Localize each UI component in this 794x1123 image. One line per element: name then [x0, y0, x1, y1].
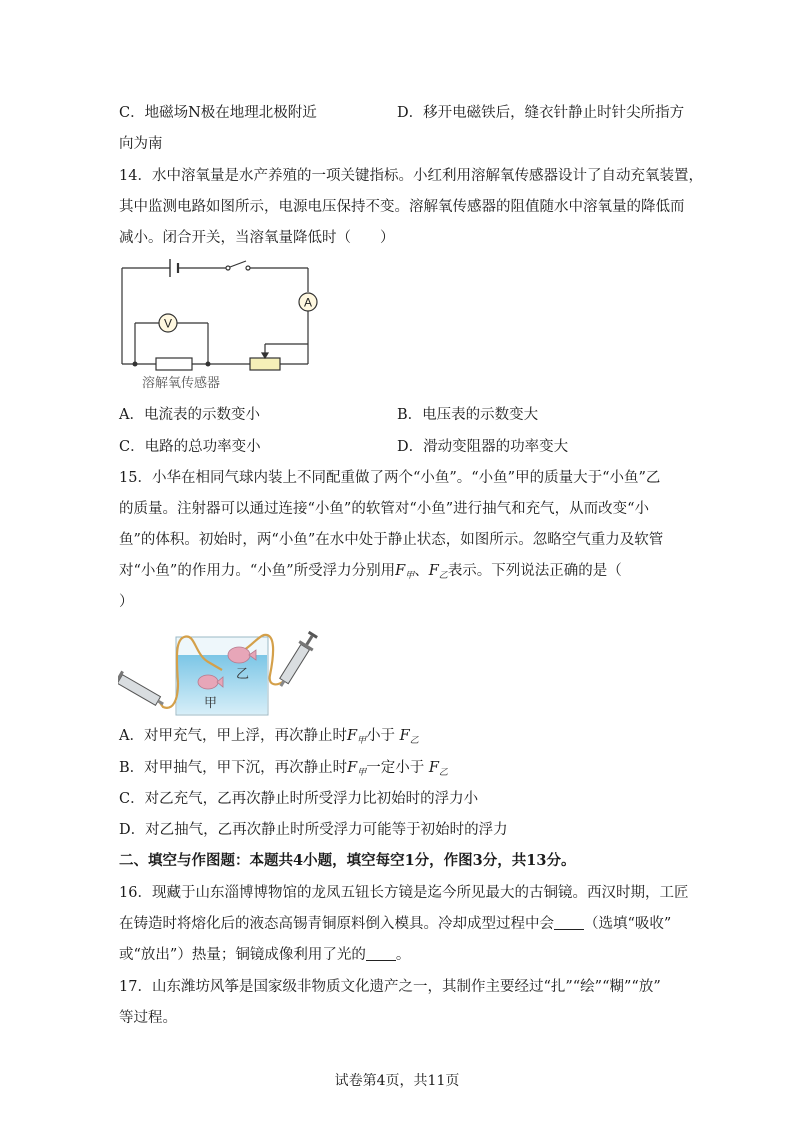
page-footer: 试卷第4页，共11页 [334, 1073, 460, 1089]
q16-stem-line2: 在铸造时将熔化后的液态高锡青铜原料倒入模具。冷却成型过程中会 （选填“吸收” [119, 916, 672, 932]
fish-yi-label: 乙 [236, 667, 250, 682]
sensor-label: 溶解氧传感器 [142, 376, 221, 391]
q14-circuit-diagram [118, 256, 323, 396]
q14-option-c: C．电路的总功率变小 [119, 439, 261, 455]
left-syringe [118, 663, 167, 711]
q14-option-b: B．电压表的示数变大 [397, 407, 539, 423]
q16-stem-line1: 16．现藏于山东淄博博物馆的龙凤五钮长方镜是迄今所见最大的古铜镜。西汉时期，工匠 [119, 885, 689, 901]
q15-option-a: A．对甲充气，甲上浮，再次静止时$F_甲$小于 $F_乙$ [119, 728, 419, 746]
ammeter-symbol: A [303, 295, 313, 310]
section-2-heading: 二、填空与作图题：本题共4小题，填空每空1分，作图3分，共13分。 [119, 852, 576, 869]
q15-stem-line4: 对“小鱼”的作用力。“小鱼”所受浮力分别用$F_甲$、$F_乙$表示。下列说法正确的是（ [119, 563, 622, 581]
q13-option-c: C．地磁场N极在地理北极附近 [119, 105, 317, 121]
q15-option-c: C．对乙充气，乙再次静止时所受浮力比初始时的浮力小 [119, 791, 479, 807]
q14-stem-line2: 其中监测电路如图所示，电源电压保持不变。溶解氧传感器的阻值随水中溶氧量的降低而 [119, 199, 685, 215]
q14-stem-line1: 14．水中溶氧量是水产养殖的一项关键指标。小红利用溶解氧传感器设计了自动充氧装置， [119, 168, 703, 184]
q14-option-d: D．滑动变阻器的功率变大 [397, 439, 569, 455]
q15-stem-line3: 鱼”的体积。初始时，两“小鱼”在水中处于静止状态，如图所示。忽略空气重力及软管 [119, 532, 664, 548]
q17-stem-line1: 17．山东潍坊风筝是国家级非物质文化遗产之一，其制作主要经过“扎”“绘”“糊”“放” [119, 979, 661, 995]
right-syringe [274, 629, 320, 690]
fish-jia-label: 甲 [204, 696, 218, 711]
q14-stem-line3: 减小。闭合开关，当溶氧量降低时（ ） [119, 230, 395, 246]
q16-blank-1[interactable] [554, 915, 584, 930]
q13-option-d: D．移开电磁铁后，缝衣针静止时针尖所指方 [397, 105, 685, 121]
q15-stem-line2: 的质量。注射器可以通过连接“小鱼”的软管对“小鱼”进行抽气和充气，从而改变“小 [119, 501, 650, 517]
q15-stem-line1: 15．小华在相同气球内装上不同配重做了两个“小鱼”。“小鱼”甲的质量大于“小鱼”乙 [119, 470, 661, 486]
q15-fish-experiment-figure [118, 615, 328, 720]
q16-blank-2[interactable] [366, 946, 396, 961]
q16-stem-line3: 或“放出”）热量；铜镜成像利用了光的 。 [119, 947, 411, 963]
q13-option-d-cont: 向为南 [119, 136, 163, 152]
q15-option-d: D．对乙抽气，乙再次静止时所受浮力可能等于初始时的浮力 [119, 822, 508, 838]
voltmeter-symbol: V [163, 316, 173, 331]
q14-option-a: A．电流表的示数变小 [119, 407, 260, 423]
q15-option-b: B．对甲抽气，甲下沉，再次静止时$F_甲$一定小于 $F_乙$ [119, 760, 448, 778]
q15-stem-line5: ） [119, 594, 134, 610]
q17-stem-line2: 等过程。 [119, 1010, 177, 1026]
